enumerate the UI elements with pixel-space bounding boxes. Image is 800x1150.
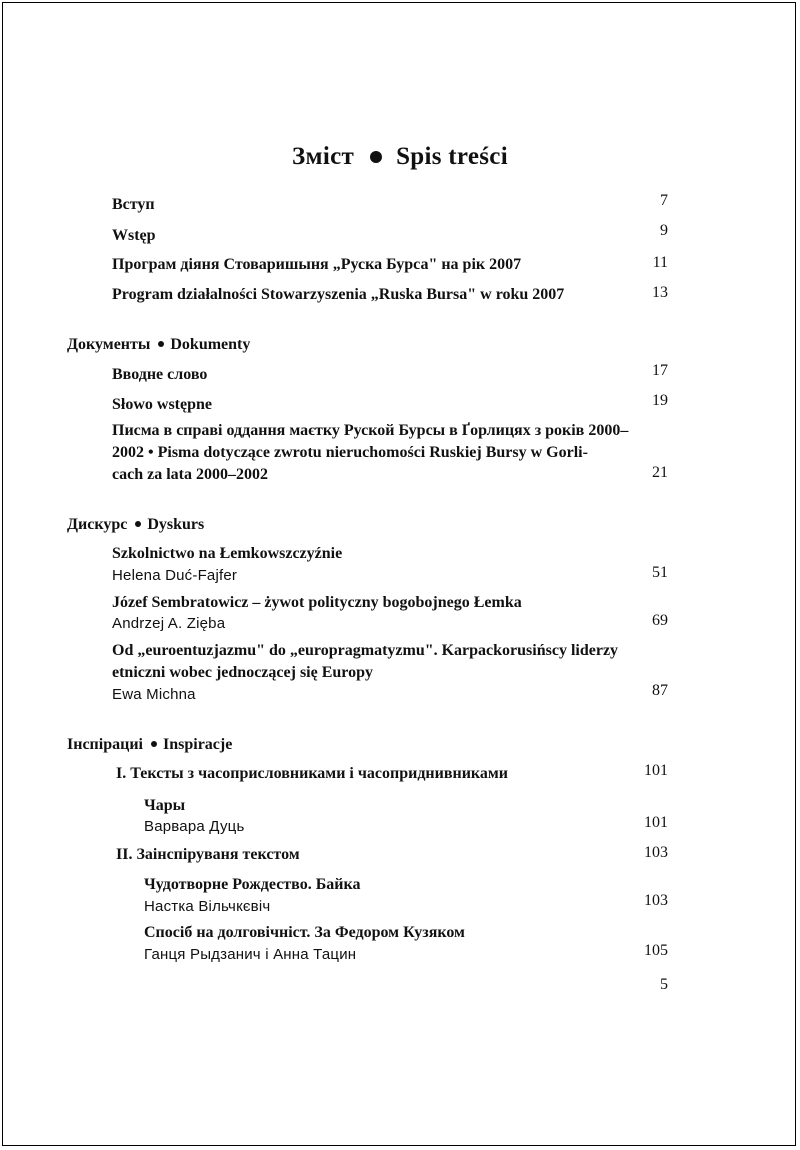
toc-entry-article-title-cont[interactable]: etniczni wobec jednoczącej się Europy [112,664,373,681]
toc-page-story: 101 [644,814,668,831]
section-heading-documents [67,334,250,356]
title-ukrainian: Зміст [292,143,355,170]
toc-page-part-1: 101 [644,762,668,779]
toc-page-story: 105 [644,942,668,959]
toc-page-story: 103 [644,892,668,909]
toc-entry-story-author: Варвара Дуць [144,818,245,835]
section-heading-uk: Документы [67,336,151,353]
section-heading-inspirations [67,734,232,756]
toc-entry-article-title[interactable]: Szkolnictwo na Łemkowszczyźnie [112,545,343,562]
toc-page-program-uk: 11 [652,254,668,271]
section-heading-uk: Дискурс [67,516,128,533]
page-number: 5 [660,976,668,993]
toc-entry-letters[interactable] [112,420,640,486]
toc-entry-foreword-pl[interactable]: Słowo wstępne [112,396,213,413]
toc-part-1[interactable]: I. Тексты з часоприсловниками і часоприднивниками [116,765,509,782]
section-heading-pl: Dyskurs [147,516,205,533]
toc-page-letters: 21 [652,464,668,481]
toc-page-foreword-uk: 17 [652,362,668,379]
toc-entry-letters-line2: 2002 • Pisma dotyczące zwrotu nieruchomości Ruskiej Bursy w Gorli- [112,444,588,461]
section-heading-discourse [67,514,204,536]
page-title [0,143,800,171]
toc-page-article: 87 [652,682,668,699]
toc-entry-article-author: Ewa Michna [112,686,196,703]
bullet-icon [370,151,382,163]
toc-entry-story-author: Настка Вільчкєвіч [144,898,271,915]
toc-entry-article-title[interactable]: Józef Sembratowicz – żywot polityczny bogobojnego Łemka [112,594,522,611]
toc-entry-story-title[interactable]: Чудотворне Рождество. Байка [144,876,361,893]
bullet-icon [158,341,164,347]
title-polish: Spis treści [396,143,508,170]
toc-entry-story-author: Ганця Рыдзанич і Анна Тацин [144,946,357,963]
toc-part-2[interactable]: II. Заінспіруваня текстом [116,846,300,863]
toc-page-article: 69 [652,612,668,629]
toc-page-intro-uk: 7 [660,192,668,209]
toc-entry-foreword-uk[interactable]: Вводне слово [112,366,208,383]
toc-entry-program-pl[interactable]: Program działalności Stowarzyszenia „Ruska Bursa" w roku 2007 [112,286,565,303]
toc-entry-letters-line1: Писма в справі оддання маєтку Руской Бурсы в Ґорлицях з років 2000– [112,422,629,439]
section-heading-pl: Inspiracje [163,736,233,753]
toc-entry-intro-uk[interactable]: Вступ [112,196,155,213]
section-heading-uk: Інспірациі [67,736,143,753]
toc-entry-story-title[interactable]: Спосіб на долговічніст. За Федором Кузяком [144,924,465,941]
bullet-icon [151,741,157,747]
toc-entry-story-title[interactable]: Чары [144,797,186,814]
toc-page-article: 51 [652,564,668,581]
toc-page-intro-pl: 9 [660,222,668,239]
toc-page-part-2: 103 [644,844,668,861]
toc-entry-article-author: Helena Duć-Fajfer [112,567,238,584]
toc-entry-article-author: Andrzej A. Zięba [112,615,226,632]
toc-entry-intro-pl[interactable]: Wstęp [112,227,156,244]
section-heading-pl: Dokumenty [170,336,251,353]
toc-entry-article-title[interactable]: Od „euroentuzjazmu" do „europragmatyzmu". Karpackorusińscy liderzy [112,642,619,659]
toc-entry-letters-line3: cach za lata 2000–2002 [112,466,268,483]
bullet-icon [135,521,141,527]
toc-page-foreword-pl: 19 [652,392,668,409]
toc-page-program-pl: 13 [652,284,668,301]
toc-entry-program-uk[interactable]: Програм діяня Стоваришыня „Руска Бурса" на рік 2007 [112,256,522,273]
